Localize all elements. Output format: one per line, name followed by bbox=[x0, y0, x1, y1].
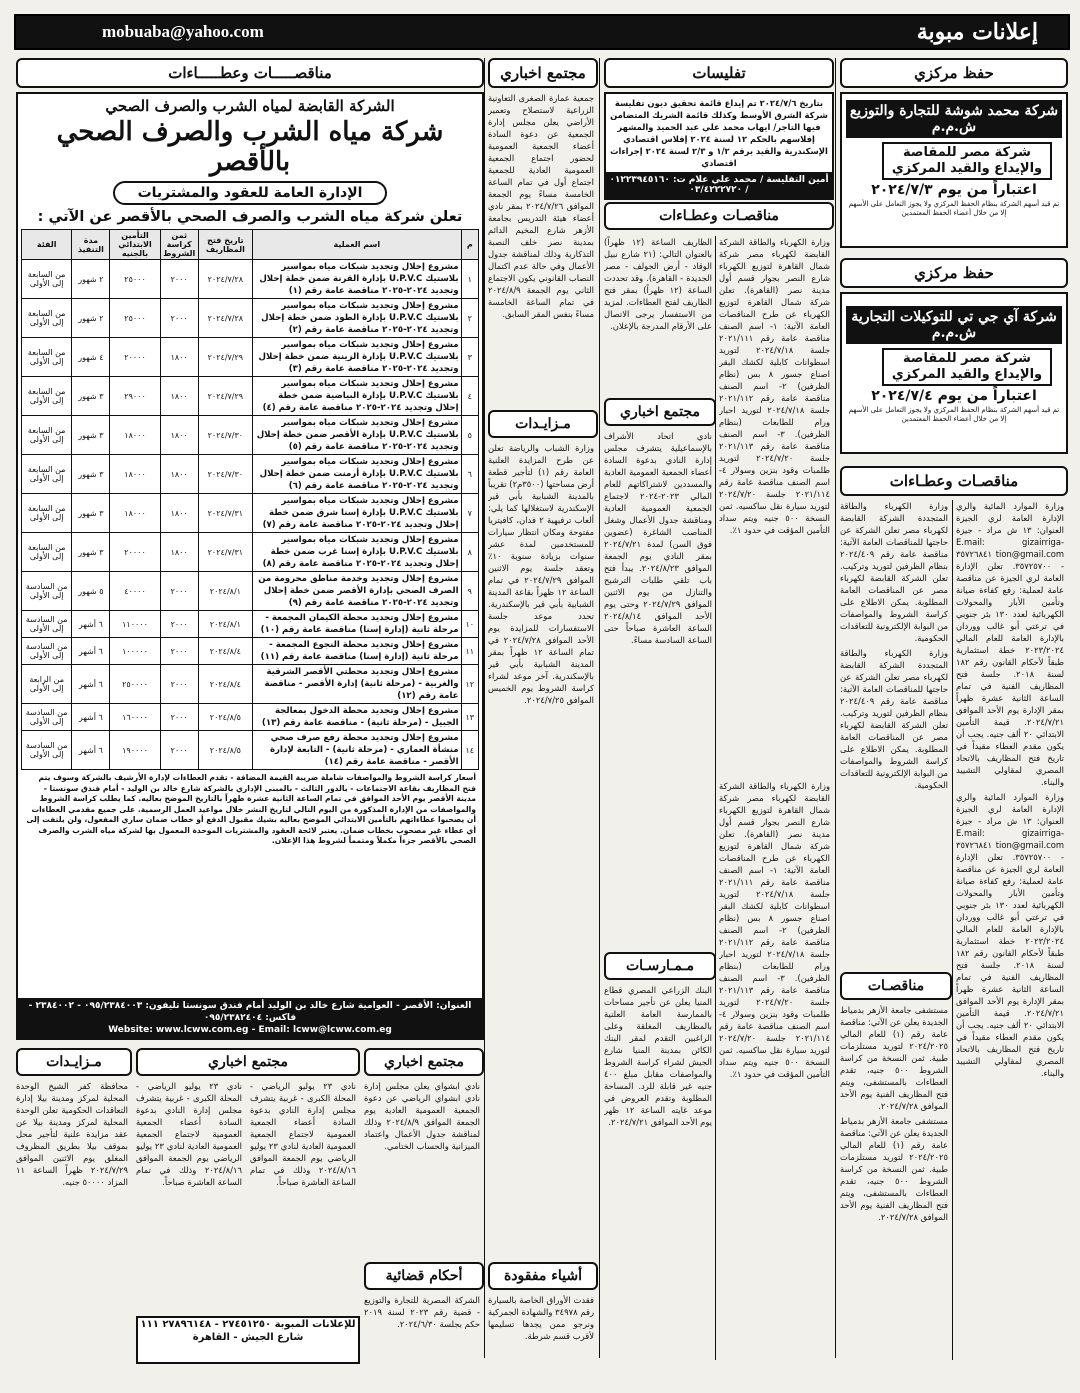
irrigation-tender-text: وزارة الموارد المائية والري الإدارة العامة لري الجيزة العنوان: ١٣ ش مراد - جيزة E.mail: gizairriga-tion@gmail.com ٣٥٧٢٦٨٤١ - ٣٥٧٢٥٧٠٠. تعلن الإدارة العامة لري الجيزة عن مناقصة عامة لعملية: رفع كفاءة صيانة وتأمين الأبار والمحولات الكهربائية لعدد ١٣٠ بئر جنوبي في ترعتي أبو غالب ووردان بالإدارة العامة للعام المالي ٢٠٢٣/٢٠٢٤ خطة استثمارية طبقاً لأحكام القانون رقم ١٨٢ لسنة ٢٠١٨. جلسة فتح المظاريف الفنية في تمام الساعة الثانية عشرة ظهراً بمقر الإدارة يوم الأحد الموافق ٢٠٢٤/٧/٢١. قيمة التأمين الابتدائي ٢٠ ألف جنيه. يجب أن يكون مقدم العطاء مقيداً في تاريخ فتح المظاريف بالاتحاد المصري لمقاولي التشييد والبناء. bbox=[956, 501, 1064, 787]
row-number: ٤ bbox=[461, 377, 478, 416]
community-column-head: مجتمع اخباري bbox=[488, 58, 598, 88]
initial-deposit: ١٨٠٠٠ bbox=[110, 416, 160, 455]
initial-deposit: ١٩٠٠٠٠ bbox=[110, 731, 160, 770]
operation-name: مشروع إحلال وتجديد شبكات مياه بمواسير بلاستيك U.P.V.C بإدارة أرمنت ضمن خطة إحلال وتجديد ٢٠٢٤-٢٠٢٥ مناقصة عامة رقم (٦) bbox=[253, 455, 461, 494]
community-mid-column bbox=[604, 430, 712, 944]
execution-period: ٣ شهور bbox=[72, 494, 110, 533]
operation-name: مشروع إحلال وتجديد محطة رفع صرف صحي منشأة العماري - (مرحلة ثانية) - التابعة لإدارة الأقصر - مناقصة عامة رقم (١٤) bbox=[253, 731, 461, 770]
rulings-column bbox=[364, 1294, 480, 1360]
bottom-auctions-column bbox=[16, 1080, 128, 1360]
initial-deposit: ١٠٠٠٠٠ bbox=[110, 638, 160, 665]
row-number: ٢ bbox=[461, 299, 478, 338]
opening-date: ٢٠٢٤/٧/٢٨ bbox=[198, 299, 252, 338]
booklet-price: ١٨٠٠ bbox=[160, 416, 198, 455]
opening-date: ٢٠٢٤/٧/٣٠ bbox=[198, 416, 252, 455]
contractor-class: من السابعة إلى الأولى bbox=[22, 533, 72, 572]
col-header: مدة التنفيذ bbox=[72, 230, 110, 260]
right-tenders-head: مناقصـات وعطـاءات bbox=[840, 466, 1068, 496]
liquidations-column-head: تفليسات bbox=[604, 58, 834, 88]
custody-note-2: تم قيد أسهم الشركة بنظام الحفظ المركزي ولا يجوز التعامل على الأسهم إلا من خلال أعضاء الحفظ المعتمدين bbox=[848, 406, 1060, 423]
execution-period: ٦ أشهر bbox=[72, 611, 110, 638]
initial-deposit: ٢٠٠٠٠ bbox=[110, 533, 160, 572]
initial-deposit: ٤٠٠٠٠ bbox=[110, 572, 160, 611]
rulings-text: الشركة المصرية للتجارة والتوزيع - قضية رقم ٢٠٢٣ لسنة ٢٠١٩ حكم بجلسة ٢٠٢٤/٦/٣٠. bbox=[364, 1295, 480, 1329]
custody-note-1: تم قيد أسهم الشركة بنظام الحفظ المركزي ولا يجوز التعامل على الأسهم إلا من خلال أعضاء الحفظ المعتمدين bbox=[848, 200, 1060, 217]
opening-date: ٢٠٢٤/٨/٤ bbox=[198, 665, 252, 704]
irrigation-tender-column bbox=[956, 500, 1064, 1360]
col-header: التأمين الابتدائي بالجنيه bbox=[110, 230, 160, 260]
table-row bbox=[22, 611, 479, 638]
col-header: تاريخ فتح المظاريف bbox=[198, 230, 252, 260]
booklet-price: ١٨٠٠ bbox=[160, 377, 198, 416]
row-number: ٩ bbox=[461, 572, 478, 611]
opening-date: ٢٠٢٤/٧/٣١ bbox=[198, 533, 252, 572]
opening-date: ٢٠٢٤/٧/٣١ bbox=[198, 494, 252, 533]
booklet-price: ١٨٠٠ bbox=[160, 455, 198, 494]
lost-items-head: أشياء مفقودة bbox=[488, 1262, 598, 1290]
tenders-mid-left bbox=[604, 236, 712, 386]
opening-date: ٢٠٢٤/٨/١ bbox=[198, 572, 252, 611]
trustee-line: أمين التفليسة / محمد علي علام ت: ٠١٢٢٣٩٤٥١٦٠ / ٠٣/٤٢٢٢٧٢٠ bbox=[606, 172, 832, 198]
practices-text: البنك الزراعي المصري قطاع المنيا يعلن عن تأجير مساحات بالممارسة العامة العلنية بالمظاريف المغلقة وعلى الراغبين التقدم لمقر البنك الكائن بمدينة المنيا شارع الجيش لشراء كراسة الشروط والمواصفات مقابل مبلغ ٤٠٠ جنيه غير قابلة للرد. المساحة المطلوبة وتقدم العروض في موعد غايته الساعة ١٢ ظهر يوم الأحد الموافق ٢٠٢٤/٧/٢١. bbox=[604, 985, 712, 1127]
booklet-price: ٢٠٠٠ bbox=[160, 299, 198, 338]
booklet-price: ٢٠٠٠ bbox=[160, 704, 198, 731]
operation-name: مشروع إحلال وتجديد محطة الدخول بمعالجة الجبيل - (مرحلة ثانية) - مناقصة عامة رقم (١٣) bbox=[253, 704, 461, 731]
row-number: ١١ bbox=[461, 638, 478, 665]
table-row bbox=[22, 455, 479, 494]
operation-name: مشروع إحلال وتجديد شبكات مياه بمواسير بلاستيك U.P.V.C بإدارة الأقصر ضمن خطة إحلال وتجديد ٢٠٢٤-٢٠٢٥ مناقصة عامة رقم (٥) bbox=[253, 416, 461, 455]
auctions-head: مـزايـدات bbox=[488, 410, 598, 438]
community-mid-text: نادي اتحاد الأشراف بالإسماعيلية يتشرف مجلس إدارة النادي بدعوة السادة أعضاء الجمعية العمومية العادية والمسددين لاشتراكاتهم للعام المالي ٢٠٢٣-٢٠٢٤ لاجتماع الجمعية العمومية العادية ومناقشة جدول الأعمال وشغل المناصب الشاغرة (عضوين فوق السن) لمدة ٢٠٢٤/٧/٢١ بمقر النادي يوم الجمعة الموافق ٢٠٢٤/٨/٢٣. يبدأ فتح باب تلقي طلبات الترشيح والتنازل من يوم الاثنين الموافق ٢٠٢٤/٧/٢٩ وحتى يوم الأحد الموافق ٢٠٢٤/٨/١٤ الساعة العاشرة صباحاً حتى الساعة السادسة مساءً. bbox=[604, 431, 712, 645]
electricity-tender-text: وزارة الكهرباء والطاقة الشركة القابضة لكهرباء مصر شركة شمال القاهرة لتوزيع الكهرباء شارع النصر بجوار قسم أول مدينة نصر (القاهرة). تعلن شركة شمال القاهرة لتوزيع الكهرباء عن طرح المناقصات العامة الآتية: ١- اسم الصنف مناقصة عامة رقم ٢٠٢١/١١١ جلسة ٢٠٢٤/٧/١٨ لتوريد اسطوانات كابلية لكشك البقر اصناع جسور ٨ بس (نظام الظرفين) ٢- اسم الصنف مناقصة عامة رقم ٢٠٢١/١١٢ جلسة ٢٠٢٤/٧/١٨ لتوريد احبار ورام للطابعات (بنظام الظرفين). ٣- اسم الصنف مناقصة عامة رقم ٢٠٢١/١١٣ جلسة ٢٠٢٤/٧/٢٠ لتوريد طلمبات وقود بنزين وسولار ٤- اسم الصنف مناقصة عامة رقم ٢٠٢١/١١٤ جلسة ٢٠٢٤/٧/٢٠ لتوريد سيارة نقل ساكسيه. ثمن النسخة ٥٠٠ جنيه ويتم سداد التأمين المؤقت في حدود ١٪. bbox=[719, 237, 830, 535]
booklet-price: ٢٠٠٠ bbox=[160, 731, 198, 770]
table-row bbox=[22, 338, 479, 377]
execution-period: ٦ أشهر bbox=[72, 665, 110, 704]
custody-date-1: اعتباراً من يوم ٢٠٢٤/٧/٣ bbox=[871, 182, 1037, 198]
contractor-class: من السادسة إلى الأولى bbox=[22, 611, 72, 638]
bottom-community1-text: نادي ٢٣ يوليو الرياضي - المحلة الكبرى - غربية يتشرف مجلس إدارة النادي بدعوة السادة أعضاء الجمعية العمومية لاجتماع الجمعية العمومية العادية لنادي ٢٣ يوليو الرياضي يوم الجمعة الموافق ٢٠٢٤/٨/١٦ وذلك في تمام الساعة العاشرة صباحاً. bbox=[250, 1081, 356, 1187]
opening-date: ٢٠٢٤/٧/٣٠ bbox=[198, 455, 252, 494]
custody-column-head: حفظ مركزي bbox=[840, 58, 1068, 88]
execution-period: ٣ شهور bbox=[72, 416, 110, 455]
custody-ad-1 bbox=[840, 92, 1068, 248]
department-name: الإدارة العامة للعقود والمشتريات bbox=[113, 181, 387, 205]
custody-company-2: شركة آي جي تي للتوكيلات التجارية ش.م.م bbox=[846, 306, 1062, 344]
community-column bbox=[488, 92, 594, 402]
operation-name: مشروع إحلال وتجديد محطتي الأقصر الشرقية والغربية - (مرحلة ثانية) إدارة الأقصر - مناقصة عامة رقم (١٢) bbox=[253, 665, 461, 704]
bottom-community1-column bbox=[250, 1080, 356, 1310]
bottom-community1-cont-text: نادي ٢٣ يوليو الرياضي - المحلة الكبرى - غربية يتشرف مجلس إدارة النادي بدعوة السادة أعضاء الجمعية العمومية لاجتماع الجمعية العمومية العادية لنادي ٢٣ يوليو الرياضي يوم الجمعة الموافق ٢٠٢٤/٨/١٦ وذلك في تمام الساعة العاشرة صباحاً. bbox=[136, 1081, 242, 1187]
table-row bbox=[22, 299, 479, 338]
bottom-community2-text: نادي ابشواي يعلن مجلس إدارة نادي ابشواي الرياضي عن دعوة الجمعية العمومية العادية يوم الجمعة الموافق ٢٠٢٤/٨/٩ وذلك لمناقشة جدول الأعمال واعتماد الميزانية والحساب الختامي. bbox=[364, 1081, 480, 1151]
custody-company-1: شركة محمد شوشة للتجارة والتوزيع ش.م.م bbox=[846, 100, 1062, 138]
booklet-price: ١٨٠٠ bbox=[160, 494, 198, 533]
custody-ad-2 bbox=[840, 292, 1068, 454]
table-row bbox=[22, 377, 479, 416]
opening-date: ٢٠٢٤/٧/٢٩ bbox=[198, 377, 252, 416]
opening-date: ٢٠٢٤/٧/٢٩ bbox=[198, 338, 252, 377]
table-row bbox=[22, 533, 479, 572]
electricity-holding-column bbox=[840, 500, 948, 962]
azhar-hospital-column bbox=[840, 1004, 948, 1360]
web-line[interactable]: Website: www.lcww.com.eg - Email: lcww@lcww.com.eg bbox=[108, 1025, 392, 1035]
luxor-water-tender-ad bbox=[16, 92, 484, 1040]
contractor-class: من السادسة إلى الأولى bbox=[22, 704, 72, 731]
bottom-community2-column bbox=[364, 1080, 480, 1256]
contractor-class: من السادسة إلى الأولى bbox=[22, 731, 72, 770]
lost-items-text: فقدت الأوراق الخاصة بالسيارة رقم ٣٤٩٧٨ والشهادة الجمركية ونرجو ممن يجدها تسليمها لأقرب قسم شرطة. bbox=[488, 1295, 594, 1341]
initial-deposit: ٢٠٠٠٠ bbox=[110, 338, 160, 377]
auctions-column bbox=[488, 442, 594, 1036]
initial-deposit: ١٨٠٠٠ bbox=[110, 494, 160, 533]
booklet-price: ٢٠٠٠ bbox=[160, 611, 198, 638]
holding-company-name: الشركة القابضة لمياه الشرب والصرف الصحي bbox=[105, 97, 395, 115]
table-row bbox=[22, 704, 479, 731]
classifieds-header bbox=[14, 14, 1070, 50]
execution-period: ٦ أشهر bbox=[72, 638, 110, 665]
contractor-class: من السادسة إلى الأولى bbox=[22, 638, 72, 665]
initial-deposit: ١٨٠٠٠ bbox=[110, 455, 160, 494]
col-header: اسم العملية bbox=[253, 230, 461, 260]
rulings-head: أحكام قضائية bbox=[364, 1262, 484, 1290]
operation-name: مشروع إحلال وتجديد شبكات مياه بمواسير بلاستيك U.P.V.C بإدارة القرنة ضمن خطة إحلال وتجديد ٢٠٢٤-٢٠٢٥ مناقصة عامة رقم (١) bbox=[253, 260, 461, 299]
row-number: ٧ bbox=[461, 494, 478, 533]
row-number: ١٠ bbox=[461, 611, 478, 638]
tenders-mid-right-cont bbox=[719, 780, 830, 1360]
bottom-community1-head: مجتمع اخباري bbox=[136, 1048, 360, 1076]
contractor-class: من السادسة إلى الأولى bbox=[22, 572, 72, 611]
row-number: ٨ bbox=[461, 533, 478, 572]
column-divider bbox=[484, 58, 485, 1358]
tenders-column-head: مناقصـــــات وعطـــــاءات bbox=[16, 58, 484, 88]
classified-contact-box bbox=[136, 1316, 360, 1364]
execution-period: ٦ أشهر bbox=[72, 704, 110, 731]
table-header-row bbox=[22, 230, 479, 260]
contractor-class: من السابعة إلى الأولى bbox=[22, 260, 72, 299]
column-divider bbox=[952, 500, 953, 1360]
liquidation-text: بتاريخ ٢٠٢٤/٧/٦ تم إيداع قائمة تحقيق ديون تفليسة شركة الشرق الأوسط وكذلك قائمة الشريك المتضامن فيها التاجر/ ايهاب محمد علي عبد الحميد والمشهر إفلاسهم بالحكم ١٢ لسنة ٢٠٢٤ إفلاس اقتصادي الإسكندرية والقيد برقم ١/٢ و ٢/٣ لسنة ٢٠٢٤ إجراءات اقتصادي bbox=[610, 98, 828, 168]
contractor-class: من الرابعة إلى الأولى bbox=[22, 665, 72, 704]
booklet-price: ٢٠٠٠ bbox=[160, 638, 198, 665]
bottom-community2-head: مجتمع اخباري bbox=[364, 1048, 484, 1076]
execution-period: ٤ شهور bbox=[72, 338, 110, 377]
table-row bbox=[22, 665, 479, 704]
community-text: جمعية عمارة الصغرى التعاونية الزراعية لاستصلاح وتعمير الأراضي يعلن مجلس إدارة الجمعية عن دعوة السادة أعضاء الجمعية العمومية لحضور اجتماع الجمعية العمومية العادية للجمعية اجتماع أول في تمام الساعة الخامسة مساءً يوم الجمعة الموافق ٢٠٢٤/٧/٢٦ بمقر نادي أعضاء هيئة التدريس بجامعة الأزهر شارع المخيم الدائم بمدينة نصر خلف النصبة التذكارية وذلك لمناقشة جدول الأعمال وفي حالة عدم اكتمال النصاب القانوني يكون الاجتماع الثاني يوم الجمعة ٢٠٢٤/٨/٩ في تمام الساعة الخامسة مساءً بنفس المقر السابق. bbox=[488, 93, 594, 319]
contractor-class: من السابعة إلى الأولى bbox=[22, 494, 72, 533]
operation-name: مشروع إحلال وتجديد شبكات مياه بمواسير بلاستيك U.P.V.C بإدارة البياضية ضمن خطة إحلال وتجديد ٢٠٢٤-٢٠٢٥ مناقصة عامة رقم (٤) bbox=[253, 377, 461, 416]
booklet-price: ١٨٠٠ bbox=[160, 338, 198, 377]
execution-period: ٢ شهور bbox=[72, 299, 110, 338]
bottom-community1-cont bbox=[136, 1080, 242, 1310]
lost-items-column bbox=[488, 1294, 594, 1360]
table-row bbox=[22, 416, 479, 455]
opening-date: ٢٠٢٤/٨/١ bbox=[198, 611, 252, 638]
operation-name: مشروع إحلال وتجديد محطة النجوع المجمعة - مرحلة ثانية (إدارة إسنا) مناقصة عامة رقم (١١) bbox=[253, 638, 461, 665]
tenders-table bbox=[21, 229, 479, 770]
electricity-holding-cont: وزارة الكهرباء والطاقة المتجددة الشركة القابضة لكهرباء مصر تعلن الشركة عن حاجتها للمناقصات العامة الآتية: مناقصة عامة رقم ٢٠٢٤/٤٠٩ بنظام الظرفين لتوريد وتركيب. تعلن الشركة القابضة لكهرباء مصر عن المناقصات العامة المطلوبة. يمكن الاطلاع على كراسة الشروط والمواصفات من البوابة الإلكترونية للتعاقدات الحكومية. bbox=[840, 648, 948, 790]
col-header: م bbox=[461, 230, 478, 260]
initial-deposit: ٢٥٠٠٠٠ bbox=[110, 665, 160, 704]
azhar-hospital-text: مستشفى جامعة الأزهر بدمياط الجديدة يعلن عن الآتي: مناقصة عامة رقم (١) للعام المالي ٢٠٢٤/٢٠٢٥ لتوريد مستلزمات طبية. ثمن النسخة من كراسة الشروط ٥٠٠ جنيه، تقدم العطاءات بالمستشفى، ويتم فتح المظاريف الفنية يوم الأحد الموافق ٢٠٢٤/٧/٢٨. bbox=[840, 1005, 948, 1111]
row-number: ٣ bbox=[461, 338, 478, 377]
initial-deposit: ١٦٠٠٠٠ bbox=[110, 704, 160, 731]
execution-period: ٣ شهور bbox=[72, 377, 110, 416]
irrigation-tender-cont: وزارة الموارد المائية والري الإدارة العامة لري الجيزة العنوان: ١٣ ش مراد - جيزة E.mail: gizairriga-tion@gmail.com ٣٥٧٢٦٨٤١ - ٣٥٧٢٥٧٠٠. تعلن الإدارة العامة لري الجيزة عن مناقصة عامة لعملية: رفع كفاءة صيانة وتأمين الأبار والمحولات الكهربائية لعدد ١٣٠ بئر جنوبي في ترعتي أبو غالب ووردان بالإدارة العامة للعام المالي ٢٠٢٣/٢٠٢٤ خطة استثمارية طبقاً لأحكام القانون رقم ١٨٢ لسنة ٢٠١٨. جلسة فتح المظاريف الفنية في تمام الساعة الثانية عشرة ظهراً بمقر الإدارة يوم الأحد الموافق ٢٠٢٤/٧/٢١. قيمة التأمين الابتدائي ٢٠ ألف جنيه. يجب أن يكون مقدم العطاء مقيداً في تاريخ فتح المظاريف بالاتحاد المصري لمقاولي التشييد والبناء. bbox=[956, 792, 1064, 1078]
electricity-tender-cont: وزارة الكهرباء والطاقة الشركة القابضة لكهرباء مصر شركة شمال القاهرة لتوزيع الكهرباء شارع النصر بجوار قسم أول مدينة نصر (القاهرة). تعلن شركة شمال القاهرة لتوزيع الكهرباء عن طرح المناقصات العامة الآتية: ١- اسم الصنف مناقصة عامة رقم ٢٠٢١/١١١ جلسة ٢٠٢٤/٧/١٨ لتوريد اسطوانات كابلية لكشك البقر اصناع جسور ٨ بس (نظام الظرفين) ٢- اسم الصنف مناقصة عامة رقم ٢٠٢١/١١٢ جلسة ٢٠٢٤/٧/١٨ لتوريد احبار ورام للطابعات (بنظام الظرفين). ٣- اسم الصنف مناقصة عامة رقم ٢٠٢١/١١٣ جلسة ٢٠٢٤/٧/٢٠ لتوريد طلمبات وقود بنزين وسولار ٤- اسم الصنف مناقصة عامة رقم ٢٠٢١/١١٤ جلسة ٢٠٢٤/٧/٢٠ لتوريد سيارة نقل ساكسيه. ثمن النسخة ٥٠٠ جنيه ويتم سداد التأمين المؤقت في حدود ١٪. bbox=[719, 781, 830, 1079]
custody-clearing-1: شركة مصر للمقاصة والإيداع والقيد المركزي bbox=[882, 142, 1052, 180]
company-name: شركة مياه الشرب والصرف الصحي بالأقصر bbox=[56, 117, 444, 177]
azhar-hospital-cont: مستشفى جامعة الأزهر بدمياط الجديدة يعلن عن الآتي: مناقصة عامة رقم (١) للعام المالي ٢٠٢٤/٢٠٢٥ لتوريد مستلزمات طبية. ثمن النسخة من كراسة الشروط ٥٠٠ جنيه، تقدم العطاءات بالمستشفى، ويتم فتح المظاريف الفنية يوم الأحد الموافق ٢٠٢٤/٧/٢٨. bbox=[840, 1116, 948, 1222]
opening-date: ٢٠٢٤/٨/٤ bbox=[198, 638, 252, 665]
custody-date-2: اعتباراً من يوم ٢٠٢٤/٧/٤ bbox=[871, 388, 1037, 404]
contractor-class: من السابعة إلى الأولى bbox=[22, 299, 72, 338]
opening-date: ٢٠٢٤/٨/٥ bbox=[198, 731, 252, 770]
operation-name: مشروع إحلال وتجديد شبكات مياه بمواسير بلاستيك U.P.V.C بإدارة إسنا غرب ضمن خطة إحلال وتجديد ٢٠٢٤-٢٠٢٥ مناقصة عامة رقم (٨) bbox=[253, 533, 461, 572]
practices-column bbox=[604, 984, 712, 1364]
table-row bbox=[22, 260, 479, 299]
custody-clearing-2: شركة مصر للمقاصة والإيداع والقيد المركزي bbox=[882, 348, 1052, 386]
contractor-class: من السابعة إلى الأولى bbox=[22, 455, 72, 494]
operation-name: مشروع إحلال وتجديد شبكات مياه بمواسير بلاستيك U.P.V.C بإدارة الزينية ضمن خطة إحلال وتجديد ٢٠٢٤-٢٠٢٥ مناقصة عامة رقم (٣) bbox=[253, 338, 461, 377]
booklet-price: ١٨٠٠ bbox=[160, 533, 198, 572]
execution-period: ٣ شهور bbox=[72, 455, 110, 494]
tenders-mid-head: مناقصـات وعطـاءات bbox=[604, 202, 834, 230]
column-divider bbox=[599, 58, 600, 1358]
operation-name: مشروع إحلال وتجديد شبكات مياه بمواسير بلاستيك U.P.V.C بإدارة الطود ضمن خطة إحلال وتجديد ٢٠٢٤-٢٠٢٥ مناقصة عامة رقم (٢) bbox=[253, 299, 461, 338]
initial-deposit: ٢٥٠٠٠ bbox=[110, 260, 160, 299]
row-number: ٦ bbox=[461, 455, 478, 494]
table-row bbox=[22, 731, 479, 770]
tender-continuation-text: الظاريف الساعة (١٢ ظهراً) بالعنوان التالي: (٢١ شارع نبيل الوقاد - أرض الجولف - مصر الجديدة - القاهرة). وقد تحددت الساعة (١٢ ظهراً) بمقر فتح الظاريف لفتح العطاءات. لمزيد من الاستفسار يرجى الاتصال على الأرقام المدرجة بالإعلان. bbox=[604, 237, 712, 331]
section-title: إعلانات مبوبة bbox=[916, 19, 1038, 45]
operation-name: مشروع إحلال وتجديد شبكات مياه بمواسير بلاستيك U.P.V.C بإدارة إسنا شرق ضمن خطة إحلال وتجديد ٢٠٢٤-٢٠٢٥ مناقصة عامة رقم (٧) bbox=[253, 494, 461, 533]
opening-date: ٢٠٢٤/٧/٢٨ bbox=[198, 260, 252, 299]
booklet-price: ٢٠٠٠ bbox=[160, 260, 198, 299]
row-number: ١٤ bbox=[461, 731, 478, 770]
electricity-holding-text: وزارة الكهرباء والطاقة المتجددة الشركة القابضة لكهرباء مصر تعلن الشركة عن حاجتها للمناقصات العامة الآتية: مناقصة عامة رقم ٢٠٢٤/٤٠٩ بنظام الظرفين لتوريد وتركيب. تعلن الشركة القابضة لكهرباء مصر عن المناقصات العامة المطلوبة. يمكن الاطلاع على كراسة الشروط والمواصفات من البوابة الإلكترونية للتعاقدات الحكومية. bbox=[840, 501, 948, 643]
execution-period: ٥ شهور bbox=[72, 572, 110, 611]
bottom-auctions-head: مـزايـدات bbox=[16, 1048, 132, 1076]
booklet-price: ٢٠٠٠ bbox=[160, 665, 198, 704]
operation-name: مشروع إحلال وتجديد وخدمة مناطق محرومة من الصرف الصحي بإدارة الأقصر ضمن خطة إحلال وتجديد ٢٠٢٤-٢٠٢٥ مناقصة عامة رقم (٩) bbox=[253, 572, 461, 611]
execution-period: ٦ أشهر bbox=[72, 731, 110, 770]
contractor-class: من السابعة إلى الأولى bbox=[22, 338, 72, 377]
execution-period: ٣ شهور bbox=[72, 533, 110, 572]
practices-head: مـمـارسـات bbox=[604, 952, 716, 980]
column-divider bbox=[715, 236, 716, 1360]
row-number: ١ bbox=[461, 260, 478, 299]
operation-name: مشروع إحلال وتجديد محطة الكيمان المجمعة - مرحلة ثانية (إدارة إسنا) مناقصة عامة رقم (١٠) bbox=[253, 611, 461, 638]
contact-footer bbox=[18, 998, 482, 1038]
col-header: ثمن كراسة الشروط bbox=[160, 230, 198, 260]
table-row bbox=[22, 572, 479, 611]
execution-period: ٢ شهور bbox=[72, 260, 110, 299]
auctions-text: وزارة الشباب والرياضة تعلن عن طرح المزايدة العلنية العامة رقم (١) لتأجير قطعة أرض مساحتها (٣٥٠٠م٢) تقريباً بالمدينة الشبابية بأبي قير الإسكندرية لاستغلالها كما يلي: ألعاب ترفيهية ٢ فدان، كافيتريا مفتوحة ومكان انتظار سيارات للمستخدمين لمدة عشر سنوات بزيادة سنوية ١٠٪ وتعقد جلسة يوم الاثنين الموافق ٢٠٢٤/٧/٢٩ في تمام الساعة ١٢ ظهراً بقاعة المدينة الشبابية بأبي قير بالإسكندرية. تحدد موعد جلسة الاستفسارات للمزايدة يوم الأحد الموافق ٢٠٢٤/٧/٢٨ في تمام الساعة ١٢ ظهراً بمقر المدينة الشبابية بأبي قير بالإسكندرية. آخر موعد لشراء كراسة الشروط يوم الخميس الموافق ٢٠٢٤/٧/٢٥. bbox=[488, 443, 594, 705]
table-row bbox=[22, 638, 479, 665]
community-mid-head: مجتمع اخباري bbox=[604, 398, 716, 426]
table-row bbox=[22, 494, 479, 533]
contractor-class: من السابعة إلى الأولى bbox=[22, 377, 72, 416]
initial-deposit: ٢٥٠٠٠ bbox=[110, 299, 160, 338]
row-number: ١٢ bbox=[461, 665, 478, 704]
initial-deposit: ١١٠٠٠٠ bbox=[110, 611, 160, 638]
tenders-small-head: مناقصـات bbox=[840, 972, 952, 1000]
opening-date: ٢٠٢٤/٨/٥ bbox=[198, 704, 252, 731]
custody-head-2: حفظ مركزي bbox=[840, 258, 1068, 288]
contact-email[interactable]: mobuaba@yahoo.com bbox=[102, 22, 264, 41]
row-number: ٥ bbox=[461, 416, 478, 455]
classified-contact: للإعلانات المبوبة ٢٧٤٥١٢٥٠ - ٢٧٨٩٦١٤٨ ١١١ شارع الجيش - القاهرة bbox=[140, 1319, 356, 1343]
column-divider bbox=[835, 58, 836, 1358]
announcement-line: تعلن شركة مياه الشرب والصرف الصحي بالأقصر عن الآتي : bbox=[37, 209, 463, 225]
liquidation-notice bbox=[604, 92, 834, 200]
row-number: ١٣ bbox=[461, 704, 478, 731]
tenders-mid-right bbox=[719, 236, 830, 776]
bottom-auctions-text: محافظة كفر الشيخ الوحدة المحلية لمركز ومدينة بيلا إدارة التعاقدات الحكومية تعلن الوحدة المحلية لمركز ومدينة بيلا عن عقد مزايدة علنية لتأجير محل بموقف بيلا بطريق المظروف المغلق يوم الاثنين الموافق ٢٠٢٤/٧/٢٩ ظهراً الساعة ١١ المزاد ٥٠٠٠٠ جنيه. bbox=[16, 1081, 128, 1187]
contractor-class: من السابعة إلى الأولى bbox=[22, 416, 72, 455]
initial-deposit: ٢٩٠٠٠ bbox=[110, 377, 160, 416]
col-header: الفئة bbox=[22, 230, 72, 260]
booklet-price: ٢٠٠٠ bbox=[160, 572, 198, 611]
address-line: العنوان: الأقصر - العوامية شارع خالد بن الوليد أمام فندق سونستا تليفون: ٠٩٥/٢٣٨٤٠٠٣ - ٢٣٨٤٠٠٢ - فاكس: ٠٩٥/٢٣٨٢٤٠٤ bbox=[28, 1001, 472, 1023]
tender-notes: أسعار كراسة الشروط والمواصفات شاملة ضريبة القيمة المضافة - تقدم العطاءات لإدارة الأرشيف بالشركة وسوف يتم فتح المظاريف بقاعة الاجتماعات - بالدور الثالث - بالمبنى الإداري بالشركة شارع خالد بن الوليد - أمام فندق سونستا - مدينة الأقصر يوم الأحد الموافق في تمام الساعة الثانية عشرة ظهراً بالتاريخ الموضح بعاليه. كما يطلب كراسة الشروط والمواصفات من الإدارة المذكورة من اليوم التالي لتاريخ النشر خلال مواعيد العمل الرسمية. على جميع مقدمي العطاءات أن يصحبوا عطاءاتهم بالتأمين الابتدائي الموضح بعاليه بشيك مقبول الدفع أو خطاب ضمان ساري المفعول، ولن يلتفت إلى أي عطاء غير مصحوب بخطاب ضمان. يعتبر لائحة العقود والمشتريات الموحدة المعمول بها لشركة مياه الشرب والصرف الصحي بالأقصر جزءاً مكملاً ومتمماً لشروط هذا الإعلان. bbox=[26, 773, 476, 845]
